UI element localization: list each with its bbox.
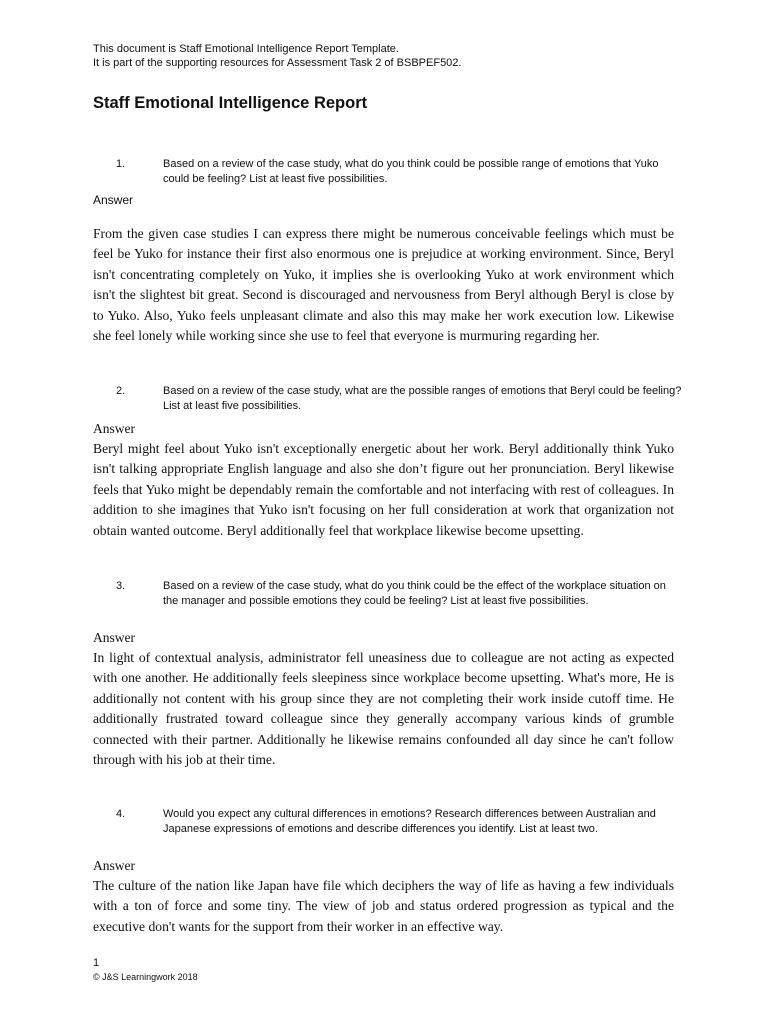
answer-label: Answer [93, 630, 135, 645]
answer-label: Answer [93, 421, 135, 436]
question-text: Based on a review of the case study, what do you think could be the effect of the workplace situation on the manager and possible emotions they could be feeling? List at least five possibilities. [163, 580, 666, 607]
document-header [93, 42, 461, 70]
question-number: 2. [116, 385, 126, 397]
question-number: 1. [116, 158, 126, 170]
answer-2: Beryl might feel about Yuko isn't exceptionally energetic about her work. Beryl additionally think Yuko isn't talking appropriate English language and also she don’t figure out her pronunciation. Beryl likewise feels that Yuko might be dependably remain the comfortable and not interfacing with rest of colleagues. In addition to she imagines that Yuko isn't focusing on her full consideration at work that organization not obtain wanted outcome. Beryl additionally feel that workplace likewise become upsetting. [93, 441, 674, 538]
header-line-2: It is part of the supporting resources for Assessment Task 2 of BSBPEF502. [93, 57, 462, 69]
question-text: Based on a review of the case study, what do you think could be possible range of emotions that Yuko could be feeling? List at least five possibilities. [163, 158, 659, 185]
question-3 [93, 579, 683, 608]
answer-3: In light of contextual analysis, administrator fell uneasiness due to colleague are not acting as expected with one another. He additionally feels sleepiness since workplace become upsetting. What's more, He is additionally not content with his group since they are not completing their work inside cutoff time. He additionally frustrated toward colleague since they generally accompany various kinds of grumble connected with their partner. Additionally he likewise remains confounded all day since he can't follow through with his job at their time. [93, 650, 674, 768]
copyright: © J&S Learningwork 2018 [93, 972, 198, 982]
page-footer [93, 956, 198, 984]
question-text: Would you expect any cultural differences in emotions? Research differences between Australian and Japanese expressions of emotions and describe differences you identify. List at least two. [163, 808, 656, 835]
question-1 [93, 157, 683, 186]
answer-4: The culture of the nation like Japan have file which deciphers the way of life as having a few individuals with a ton of force and some tiny. The view of job and status ordered progression as typical and the executive don't wants for the support from their worker in an effective way. [93, 878, 674, 934]
question-number: 3. [116, 580, 126, 592]
question-number: 4. [116, 808, 126, 820]
answer-1: From the given case studies I can express there might be numerous conceivable feelings which must be feel be Yuko for instance their first also enormous one is prejudice at working environment. Since, Beryl isn't concentrating completely on Yuko, it implies she is overlooking Yuko at work environment which isn't the slightest bit great. Second is discouraged and nervousness from Beryl although Beryl is close by to Yuko. Also, Yuko feels unpleasant climate and also this may make her work execution low. Likewise she feel lonely while working since she use to feel that everyone is murmuring regarding her. [93, 226, 674, 344]
question-text: Based on a review of the case study, what are the possible ranges of emotions that Beryl could be feeling? List at least five possibilities. [163, 385, 682, 412]
question-2 [93, 384, 683, 413]
page-number: 1 [93, 957, 100, 969]
page-title: Staff Emotional Intelligence Report [93, 94, 368, 112]
answer-label: Answer [93, 858, 135, 873]
header-line-1: This document is Staff Emotional Intelligence Report Template. [93, 43, 399, 55]
answer-label: Answer [93, 193, 134, 207]
question-4 [93, 807, 683, 836]
